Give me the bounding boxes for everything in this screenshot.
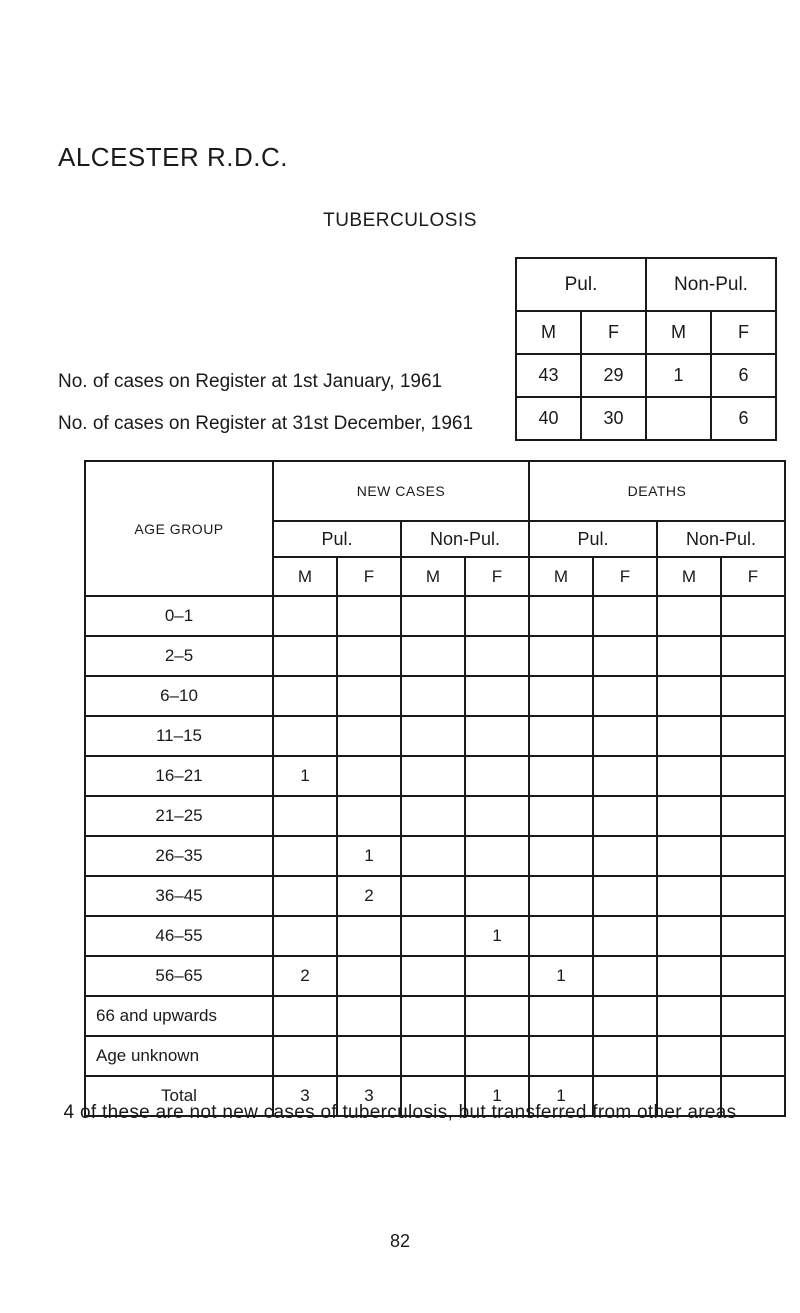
sub-header: Pul. <box>273 521 401 557</box>
table-cell <box>593 956 657 996</box>
table-cell <box>721 996 785 1036</box>
sex-header: F <box>593 557 657 596</box>
table-cell <box>721 676 785 716</box>
register-cell: 30 <box>581 397 646 440</box>
sex-header: M <box>273 557 337 596</box>
table-cell <box>273 916 337 956</box>
table-cell <box>529 596 593 636</box>
table-cell <box>657 636 721 676</box>
table-cell <box>657 596 721 636</box>
table-cell <box>593 1036 657 1076</box>
table-cell <box>337 996 401 1036</box>
table-cell <box>721 596 785 636</box>
register-cell: 1 <box>646 354 711 397</box>
table-cell: 1 <box>529 956 593 996</box>
table-cell <box>593 796 657 836</box>
age-group-label: 6–10 <box>85 676 273 716</box>
table-cell <box>273 996 337 1036</box>
table-cell <box>337 716 401 756</box>
table-cell <box>401 956 465 996</box>
table-cell <box>273 876 337 916</box>
table-cell <box>337 796 401 836</box>
table-row <box>85 1036 785 1076</box>
table-cell <box>401 676 465 716</box>
age-group-label: 36–45 <box>85 876 273 916</box>
table-cell <box>529 876 593 916</box>
table-row <box>85 716 785 756</box>
age-group-label: 0–1 <box>85 596 273 636</box>
table-cell <box>529 716 593 756</box>
table-cell <box>401 836 465 876</box>
table-row <box>85 636 785 676</box>
table-cell <box>721 1036 785 1076</box>
table-cell <box>273 836 337 876</box>
sex-header: M <box>529 557 593 596</box>
table-cell <box>401 876 465 916</box>
table-cell <box>529 796 593 836</box>
table-cell <box>401 636 465 676</box>
table-cell: 2 <box>273 956 337 996</box>
table-cell <box>465 956 529 996</box>
table-cell <box>657 716 721 756</box>
register-table <box>515 257 777 441</box>
table-cell <box>273 596 337 636</box>
page-number: 82 <box>389 1231 411 1251</box>
table-cell <box>337 916 401 956</box>
register-sex-header: M <box>516 311 581 354</box>
table-cell <box>529 676 593 716</box>
sex-header: M <box>401 557 465 596</box>
age-group-table <box>84 460 786 1117</box>
age-group-label: Age unknown <box>85 1036 273 1076</box>
age-group-label: Total <box>85 1076 273 1116</box>
table-cell <box>657 676 721 716</box>
table-cell <box>721 836 785 876</box>
register-row-label-dec: No. of cases on Register at 31st December, 1961 <box>58 413 474 434</box>
age-group-label: 2–5 <box>85 636 273 676</box>
register-header-nonpul: Non-Pul. <box>646 258 776 311</box>
age-group-label: 56–65 <box>85 956 273 996</box>
register-cell: 6 <box>711 354 776 397</box>
table-cell <box>401 716 465 756</box>
table-cell <box>337 1036 401 1076</box>
register-row-dec <box>516 397 776 440</box>
table-cell <box>657 836 721 876</box>
register-row-jan <box>516 354 776 397</box>
age-group-header: AGE GROUP <box>85 461 273 596</box>
footnote: 4 of these are not new cases of tuberculosis, but transferred from other areas <box>63 1102 737 1123</box>
table-cell <box>529 916 593 956</box>
page-title: ALCESTER R.D.C. <box>58 142 288 172</box>
age-table-body <box>85 596 785 1116</box>
table-cell <box>593 676 657 716</box>
table-cell <box>657 1036 721 1076</box>
register-cell: 40 <box>516 397 581 440</box>
table-cell <box>465 1036 529 1076</box>
table-row <box>85 956 785 996</box>
new-cases-header: NEW CASES <box>273 461 529 521</box>
table-cell: 1 <box>465 916 529 956</box>
table-cell <box>401 916 465 956</box>
table-cell: 1 <box>465 1076 529 1116</box>
table-cell <box>465 996 529 1036</box>
register-row-label-jan: No. of cases on Register at 1st January, 1961 <box>58 371 443 392</box>
table-cell <box>657 996 721 1036</box>
table-row <box>85 916 785 956</box>
table-cell <box>465 876 529 916</box>
register-cell: 29 <box>581 354 646 397</box>
table-cell <box>593 636 657 676</box>
table-cell <box>273 796 337 836</box>
sub-header: Pul. <box>529 521 657 557</box>
table-cell <box>337 596 401 636</box>
table-cell <box>657 876 721 916</box>
table-cell: 2 <box>337 876 401 916</box>
register-cell: 6 <box>711 397 776 440</box>
table-cell <box>337 756 401 796</box>
table-cell <box>529 636 593 676</box>
table-cell: 1 <box>273 756 337 796</box>
table-cell <box>593 716 657 756</box>
table-cell <box>401 996 465 1036</box>
table-cell <box>721 956 785 996</box>
table-cell <box>721 716 785 756</box>
register-cell: 43 <box>516 354 581 397</box>
register-sex-header: M <box>646 311 711 354</box>
table-cell <box>657 756 721 796</box>
table-cell <box>721 796 785 836</box>
table-cell <box>657 796 721 836</box>
table-cell <box>593 916 657 956</box>
age-group-label: 26–35 <box>85 836 273 876</box>
table-cell <box>593 836 657 876</box>
table-cell <box>593 996 657 1036</box>
table-row <box>85 756 785 796</box>
table-cell <box>401 596 465 636</box>
register-sex-header: F <box>711 311 776 354</box>
table-cell <box>529 1036 593 1076</box>
age-group-label: 11–15 <box>85 716 273 756</box>
sex-header: F <box>337 557 401 596</box>
deaths-header: DEATHS <box>529 461 785 521</box>
sex-header: M <box>657 557 721 596</box>
table-cell <box>401 756 465 796</box>
table-cell <box>273 636 337 676</box>
table-cell <box>465 756 529 796</box>
sub-header: Non-Pul. <box>401 521 529 557</box>
table-cell <box>465 676 529 716</box>
table-cell <box>721 636 785 676</box>
table-row <box>85 876 785 916</box>
table-row <box>85 796 785 836</box>
table-cell <box>529 756 593 796</box>
sex-header: F <box>465 557 529 596</box>
register-header-pul: Pul. <box>516 258 646 311</box>
table-cell: 1 <box>337 836 401 876</box>
table-row <box>85 836 785 876</box>
table-cell <box>273 1036 337 1076</box>
table-cell <box>337 956 401 996</box>
table-cell <box>465 796 529 836</box>
register-cell <box>646 397 711 440</box>
table-cell: 1 <box>529 1076 593 1116</box>
table-cell: 3 <box>273 1076 337 1116</box>
table-cell <box>721 876 785 916</box>
table-cell <box>401 1036 465 1076</box>
table-cell <box>529 836 593 876</box>
table-cell <box>657 916 721 956</box>
table-cell <box>721 916 785 956</box>
age-group-label: 46–55 <box>85 916 273 956</box>
table-cell <box>593 876 657 916</box>
table-cell <box>657 956 721 996</box>
table-cell <box>465 716 529 756</box>
table-cell <box>465 636 529 676</box>
age-group-label: 16–21 <box>85 756 273 796</box>
table-cell: 3 <box>337 1076 401 1116</box>
table-cell <box>337 676 401 716</box>
table-cell <box>465 836 529 876</box>
table-row <box>85 996 785 1036</box>
table-cell <box>593 756 657 796</box>
table-cell <box>721 756 785 796</box>
table-cell <box>529 996 593 1036</box>
table-cell <box>273 716 337 756</box>
sub-header: Non-Pul. <box>657 521 785 557</box>
age-group-label: 66 and upwards <box>85 996 273 1036</box>
table-row <box>85 596 785 636</box>
table-cell <box>465 596 529 636</box>
table-cell <box>273 676 337 716</box>
table-cell <box>593 596 657 636</box>
age-group-label: 21–25 <box>85 796 273 836</box>
table-cell <box>337 636 401 676</box>
register-sex-header: F <box>581 311 646 354</box>
table-row <box>85 676 785 716</box>
section-title: TUBERCULOSIS <box>323 210 477 231</box>
table-cell <box>401 796 465 836</box>
sex-header: F <box>721 557 785 596</box>
